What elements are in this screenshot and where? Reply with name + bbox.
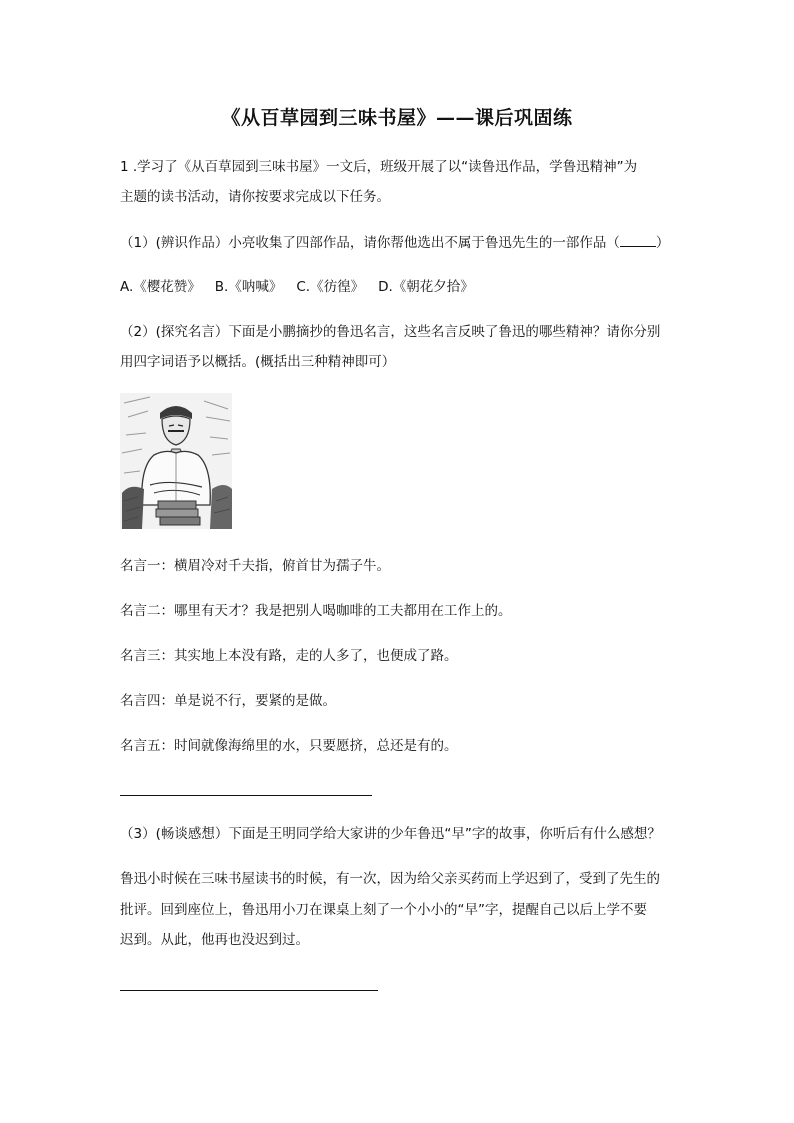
option-a: A.《樱花赞》 [120, 279, 201, 295]
part2-prompt-line1: （2）(探究名言）下面是小鹏摘抄的鲁迅名言，这些名言反映了鲁迅的哪些精神？请你分别 [120, 324, 661, 340]
answer-line-part3[interactable] [120, 990, 378, 991]
part1-options [120, 277, 680, 297]
option-d: D.《朝花夕拾》 [378, 279, 474, 295]
story-line-3: 迟到。从此，他再也没迟到过。 [120, 932, 309, 948]
story-line-2: 批评。回到座位上，鲁迅用小刀在课桌上刻了一个小小的“早”字，提醒自己以后上学不要 [120, 902, 647, 918]
page-title: 《从百草园到三味书屋》——课后巩固练 [221, 107, 573, 129]
quote-5: 名言五：时间就像海绵里的水，只要愿挤，总还是有的。 [120, 738, 458, 754]
question1-intro-line2: 主题的读书活动，请你按要求完成以下任务。 [120, 189, 390, 205]
quote-1: 名言一：横眉冷对千夫指，俯首甘为孺子牛。 [120, 558, 390, 574]
lu-xun-portrait-illustration [120, 393, 232, 529]
quote-2: 名言二：哪里有天才？我是把别人喝咖啡的工夫都用在工作上的。 [120, 603, 512, 619]
option-b: B.《呐喊》 [214, 279, 283, 295]
part3-prompt: （3）(畅谈感想）下面是王明同学给大家讲的少年鲁迅“早”字的故事，你听后有什么感想？ [120, 826, 661, 842]
question1-intro-line1: 1 .学习了《从百草园到三味书屋》一文后，班级开展了以“读鲁迅作品，学鲁迅精神”为 [120, 159, 638, 175]
option-c: C.《彷徨》 [296, 279, 365, 295]
answer-blank[interactable] [620, 232, 656, 247]
part1-prompt [120, 232, 680, 253]
part2-prompt-line2: 用四字词语予以概括。(概括出三种精神即可） [120, 354, 396, 370]
part1-prompt-text: （1）(辨识作品）小亮收集了四部作品，请你帮他选出不属于鲁迅先生的一部作品（ [120, 235, 620, 251]
story-line-1: 鲁迅小时候在三味书屋读书的时候，有一次，因为给父亲买药而上学迟到了，受到了先生的 [120, 871, 660, 887]
quote-3: 名言三：其实地上本没有路，走的人多了，也便成了路。 [120, 648, 458, 664]
part1-prompt-close: ） [655, 235, 670, 251]
quote-4: 名言四：单是说不行，要紧的是做。 [120, 693, 336, 709]
answer-line-part2[interactable] [120, 795, 372, 796]
